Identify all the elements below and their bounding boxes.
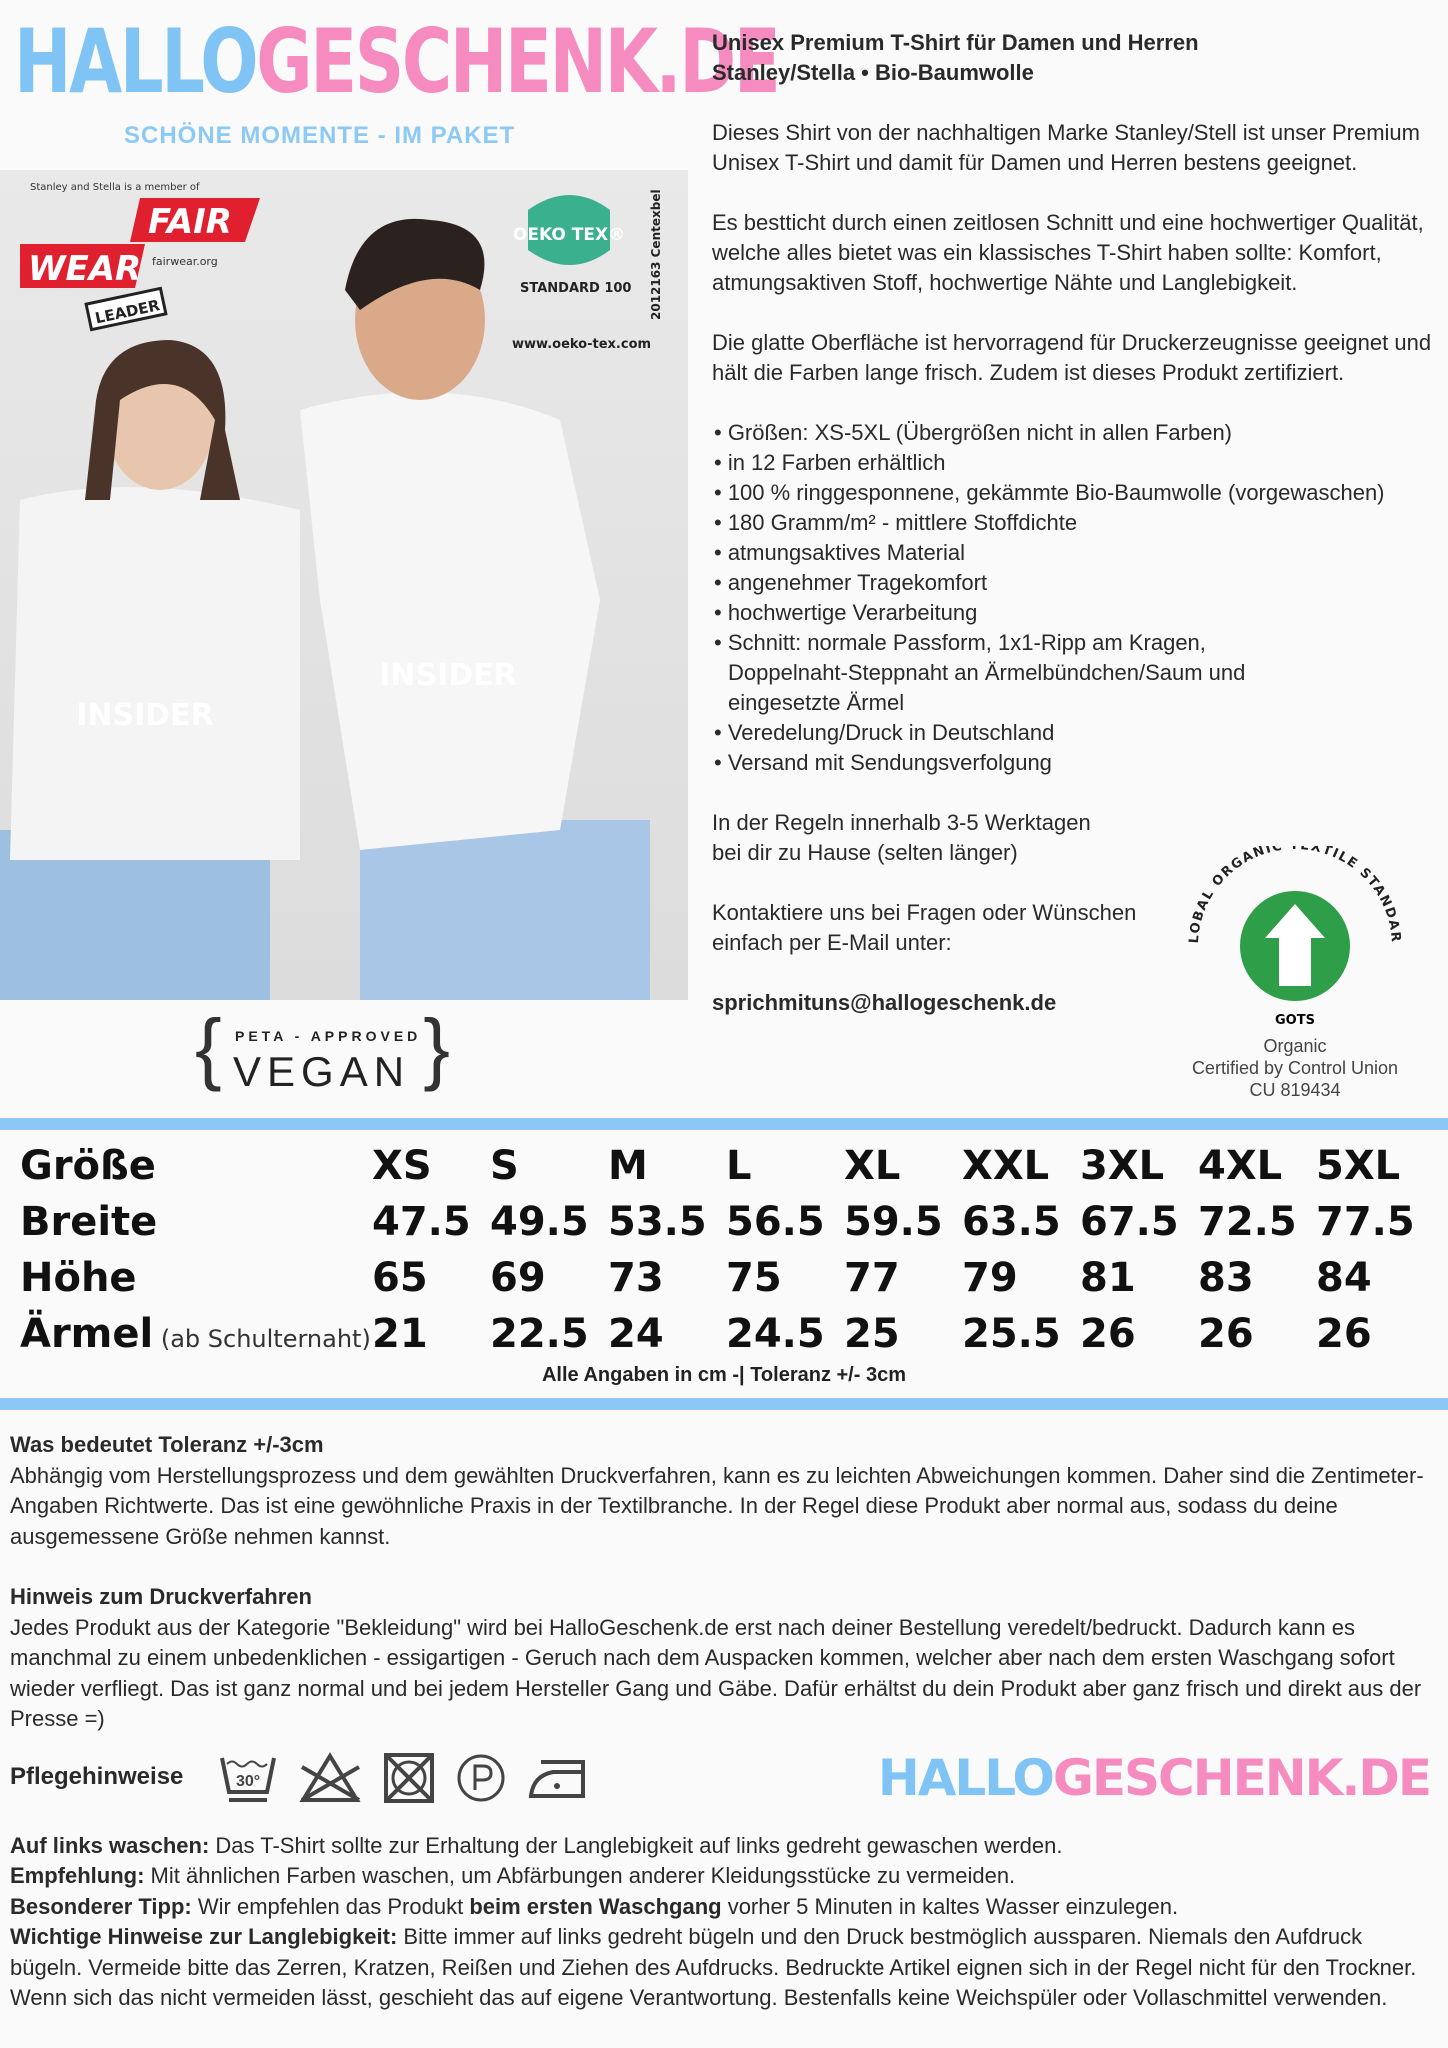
size-cell: 83 [1198,1255,1254,1301]
row-label: Größe [20,1143,156,1189]
contact-email[interactable]: sprichmituns@hallogeschenk.de [712,990,1057,1015]
print-info: Hinweis zum Druckverfahren Jedes Produkt aus der Kategorie "Bekleidung" wird bei HalloGeschenk.de erst nach deiner Bestellung veredelt/bedruckt. Dadurch kann es manchmal zu einem unbedenklichen - essigartigen - Geruch nach dem Auspacken kommen, welcher aber nach dem ersten Waschgang sofort wieder verfliegt. Das ist ganz normal und bei jedem Hersteller Gang und Gäbe. Dafür erhältst du dein Produkt aber ganz frisch und direkt aus der Presse =) [10,1584,1422,1731]
care-instructions: Pflegehinweise 30° HALLOGESCHENK.DE [10,1748,1430,1807]
size-note: Alle Angaben in cm -| Toleranz +/- 3cm [541,1364,906,1386]
size-cell: S [490,1143,519,1189]
svg-text:GOTS: GOTS [1275,1013,1315,1028]
size-cell: 3XL [1080,1143,1165,1189]
feature-item: • 180 Gramm/m² - mittlere Stoffdichte [714,510,1078,535]
fairwear-member-text: Stanley and Stella is a member of [30,182,200,193]
no-tumble-dry-icon [383,1752,435,1804]
feature-item: • 100 % ringgesponnene, gekämmte Bio-Baumwolle (vorgewaschen) [714,480,1385,505]
svg-text:CU 819434: CU 819434 [1249,1080,1341,1100]
size-cell: 25 [844,1311,900,1357]
size-cell: 73 [608,1255,664,1301]
size-cell: XXL [962,1143,1050,1189]
iron-low-icon [527,1752,589,1804]
peta-vegan-badge: { } PETA - APPROVED VEGAN [195,1003,450,1095]
feature-item: • Versand mit Sendungsverfolgung [714,750,1052,775]
size-cell: 49.5 [490,1199,589,1245]
size-cell: 47.5 [372,1199,471,1245]
feature-item: • Größen: XS-5XL (Übergrößen nicht in allen Farben) [714,420,1233,445]
size-cell: 67.5 [1080,1199,1179,1245]
size-cell: 77.5 [1316,1199,1415,1245]
size-cell: 77 [844,1255,900,1301]
svg-text:STANDARD 100: STANDARD 100 [520,281,632,296]
product-description: Dieses Shirt von der nachhaltigen Marke Stanley/Stell ist unser Premium Unisex T-Shirt und damit für Damen und Herren bestens geeignet. Es bestticht durch einen zeitlosen Schnitt und eine hochwertiger Qualität, welche alles bietet was ein klassisches T-Shirt haben sollte: Komfort, atmungsaktiven Stoff, hochwertige Nähte und Langlebigkeit. Die glatte Oberfläche ist hervorragend für Druckerzeugnisse geeignet und hält die Farben lange frisch. Zudem ist dieses Produkt zertifiziert. • Größen: XS-5XL (Übergrößen nicht in allen Farben) • in 12 Farben erhältlich • 100 % ringgesponnene, gekämmte Bio-Baumwolle (vorgewaschen) • 180 Gramm/m² - mittlere Stoffdichte • atmungsaktives Material • angenehmer Tragekomfort • hochwertige Verarbeitung • Schnitt: normale Passform, 1x1-Ripp am Kragen, Doppelnaht-Steppnaht an Ärmelbündchen/Saum und eingesetzte Ärmel • Veredelung/Druck in Deutschland • Versand mit Sendungsverfolgung In der Regeln innerhalb 3-5 Werktagen bei dir zu Hause (selten länger) Kontaktiere uns bei Fragen oder Wünschen einfach per E-Mail unter: sprichmituns@hallogeschenk.de [712,118,1432,1018]
svg-text:Certified by Control Union: Certified by Control Union [1191,1058,1399,1078]
size-cell: 24.5 [726,1311,825,1357]
feature-item: • Schnitt: normale Passform, 1x1-Ripp am Kragen, Doppelnaht-Steppnaht an Ärmelbündchen/Saum und eingesetzte Ärmel [714,630,1246,715]
size-cell: 75 [726,1255,782,1301]
feature-item: • atmungsaktives Material [714,540,966,565]
fairwear-fair: FAIR [148,202,232,242]
no-bleach-icon [297,1752,363,1804]
svg-text:www.oeko-tex.com: www.oeko-tex.com [512,337,652,352]
size-cell: 79 [962,1255,1018,1301]
size-row [20,1194,1440,1250]
dry-clean-p-icon [455,1752,507,1804]
feature-item: • hochwertige Verarbeitung [714,600,978,625]
brand-tagline: SCHÖNE MOMENTE - IM PAKET [124,122,516,149]
size-cell: XS [372,1143,432,1189]
size-table [20,1138,1440,1362]
size-cell: 63.5 [962,1199,1061,1245]
size-cell: 21 [372,1311,428,1357]
size-cell: 53.5 [608,1199,707,1245]
size-cell: 24 [608,1311,664,1357]
divider-bottom [0,1398,1448,1410]
svg-text:30°: 30° [236,1772,261,1790]
size-cell: 25.5 [962,1311,1061,1357]
fairwear-leader: LEADER [93,296,162,328]
row-label: Ärmel (ab Schulternaht) [20,1311,371,1357]
shirt-print-left: INSIDER [76,698,214,733]
contact-info: Kontaktiere uns bei Fragen oder Wünschen einfach per E-Mail unter: [712,900,1137,955]
divider-top [0,1118,1448,1130]
fairwear-url: fairwear.org [152,255,218,268]
tolerance-info: Was bedeutet Toleranz +/-3cm Abhängig vom Herstellungsprozess und dem gewählten Druckverfahren, kann es zu leichten Abweichungen kommen. Daher sind die Zentimeter-Angaben Richtwerte. Das ist eine gewöhnliche Praxis in der Textilbranche. In der Regel diese Produkt aber normal aus, sodass du deine ausgemessene Größe nehmen kannst. [10,1432,1424,1549]
svg-text:OEKO TEX®: OEKO TEX® [512,225,626,245]
size-cell: M [608,1143,648,1189]
wash-30-icon [219,1752,277,1804]
size-cell: 5XL [1316,1143,1401,1189]
info-section [10,1430,1430,2014]
size-cell: 72.5 [1198,1199,1297,1245]
svg-text:Organic: Organic [1263,1036,1327,1056]
product-title: Unisex Premium T-Shirt für Damen und Herren Stanley/Stella • Bio-Baumwolle [712,30,1199,85]
delivery-info: In der Regeln innerhalb 3-5 Werktagen bei dir zu Hause (selten länger) [712,810,1091,865]
size-cell: 69 [490,1255,546,1301]
size-cell: 84 [1316,1255,1372,1301]
size-cell: 26 [1198,1311,1254,1357]
svg-text:GLOBAL ORGANIC TEXTILE STANDAR: LOBAL ORGANIC EXTILE STANDAR [1186,846,1404,944]
size-row [20,1306,1440,1362]
fairwear-wear: WEAR [28,249,142,289]
shirt-print-right: INSIDER [379,658,517,693]
feature-list [712,418,1432,778]
size-cell: 22.5 [490,1311,589,1357]
brand-watermark: HALLOGESCHENK.DE [877,1748,1430,1807]
oeko-id: 2012163 Centexbel [649,189,663,320]
washing-notes: Auf links waschen: Das T-Shirt sollte zur Erhaltung der Langlebigkeit auf links gedreht gewaschen werden. Empfehlung: Mit ähnlichen Farben waschen, um Abfärbungen anderer Kleidungsstücke zu vermeiden. Besonderer Tipp: Wir empfehlen das Produkt beim ersten Waschgang vorher 5 Minuten in kaltes Wasser einzulegen. Wichtige Hinweise zur Langlebigkeit: Bitte immer auf links gedreht bügeln und den Druck bestmöglich aussparen. Niemals den Aufdruck bügeln. Vermeide bitte das Zerren, Kratzen, Reißen und Ziehen des Aufdrucks. Bedruckte Artikel eignen sich in der Regel nicht für den Trockner. Wenn sich das nicht vermeiden lässt, geschieht das auf eigene Verantwortung. Bestenfalls keine Weichspüler oder Vollaschmittel verwenden. [10,1832,1417,2010]
size-row [20,1138,1440,1194]
brand-logo: HALLOGESCHENK.DE [14,10,779,113]
size-row [20,1250,1440,1306]
size-cell: 65 [372,1255,428,1301]
size-cell: L [726,1143,752,1189]
feature-item: • in 12 Farben erhältlich [714,450,946,475]
size-cell: XL [844,1143,901,1189]
size-cell: 56.5 [726,1199,825,1245]
gots-badge [1170,846,1420,1112]
models-illustration [0,170,688,1000]
product-photo [0,170,688,1000]
size-cell: 59.5 [844,1199,943,1245]
row-label: Breite [20,1199,158,1245]
size-cell: 26 [1316,1311,1372,1357]
feature-item: • angenehmer Tragekomfort [714,570,988,595]
feature-item: • Veredelung/Druck in Deutschland [714,720,1055,745]
size-cell: 26 [1080,1311,1136,1357]
size-cell: 81 [1080,1255,1136,1301]
row-label: Höhe [20,1255,137,1301]
size-cell: 4XL [1198,1143,1283,1189]
